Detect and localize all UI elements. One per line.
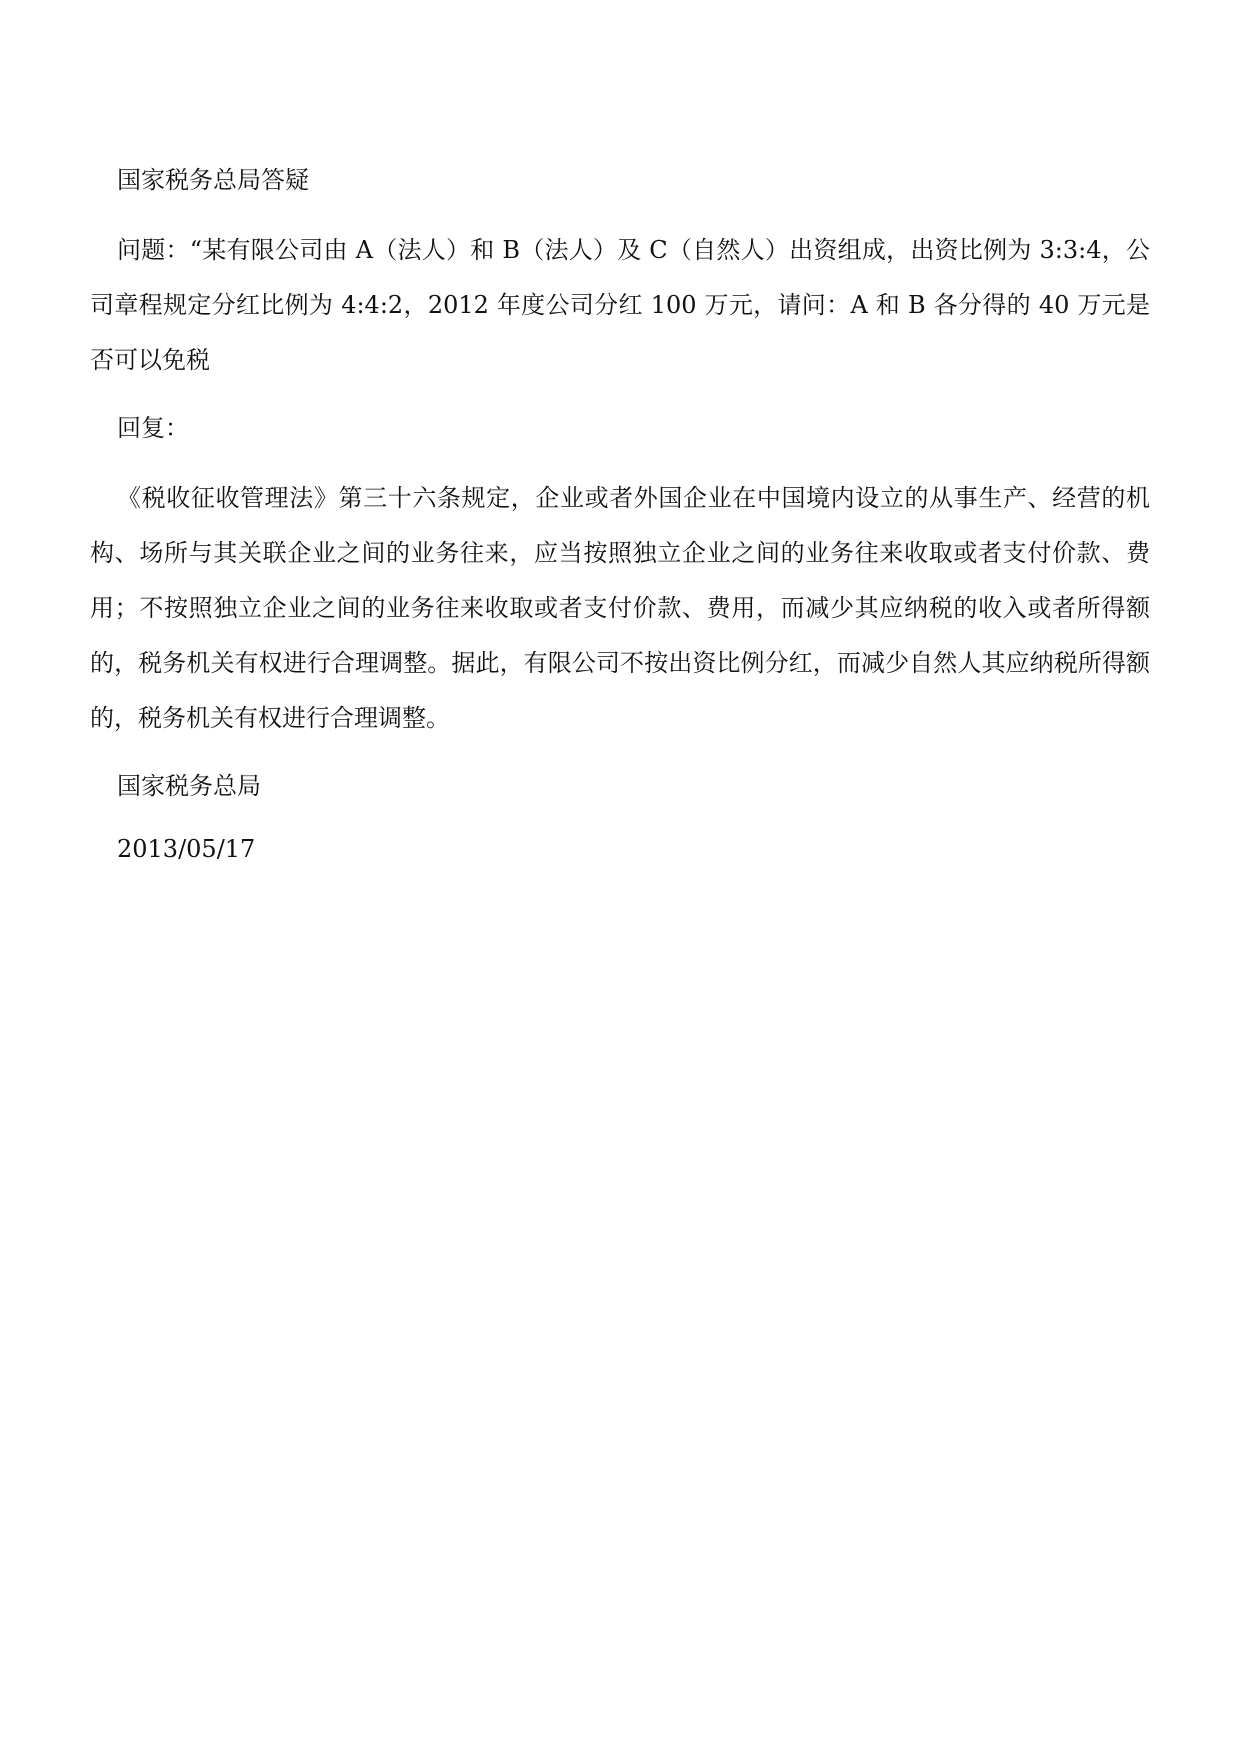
reply-paragraph: 《税收征收管理法》第三十六条规定，企业或者外国企业在中国境内设立的从事生产、经营的机构、场所与其关联企业之间的业务往来，应当按照独立企业之间的业务往来收取或者支付价款、费用；不按照独立企业之间的业务往来收取或者支付价款、费用，而减少其应纳税的收入或者所得额的，税务机关有权进行合理调整。据此，有限公司不按出资比例分红，而减少自然人其应纳税所得额的，税务机关有权进行合理调整。	[90, 484, 1150, 732]
reply-label: 回复：	[117, 414, 189, 442]
document-body	[90, 160, 1150, 892]
signature: 国家税务总局	[117, 772, 261, 800]
question-paragraph: 问题：“某有限公司由 A（法人）和 B（法人）及 C（自然人）出资组成，出资比例为 3:3:4，公司章程规定分红比例为 4:4:2，2012 年度公司分红 100 万元，请问：A 和 B 各分得的 40 万元是否可以免税	[90, 236, 1150, 374]
document-title: 国家税务总局答疑	[117, 166, 309, 194]
document-date: 2013/05/17	[117, 835, 256, 863]
